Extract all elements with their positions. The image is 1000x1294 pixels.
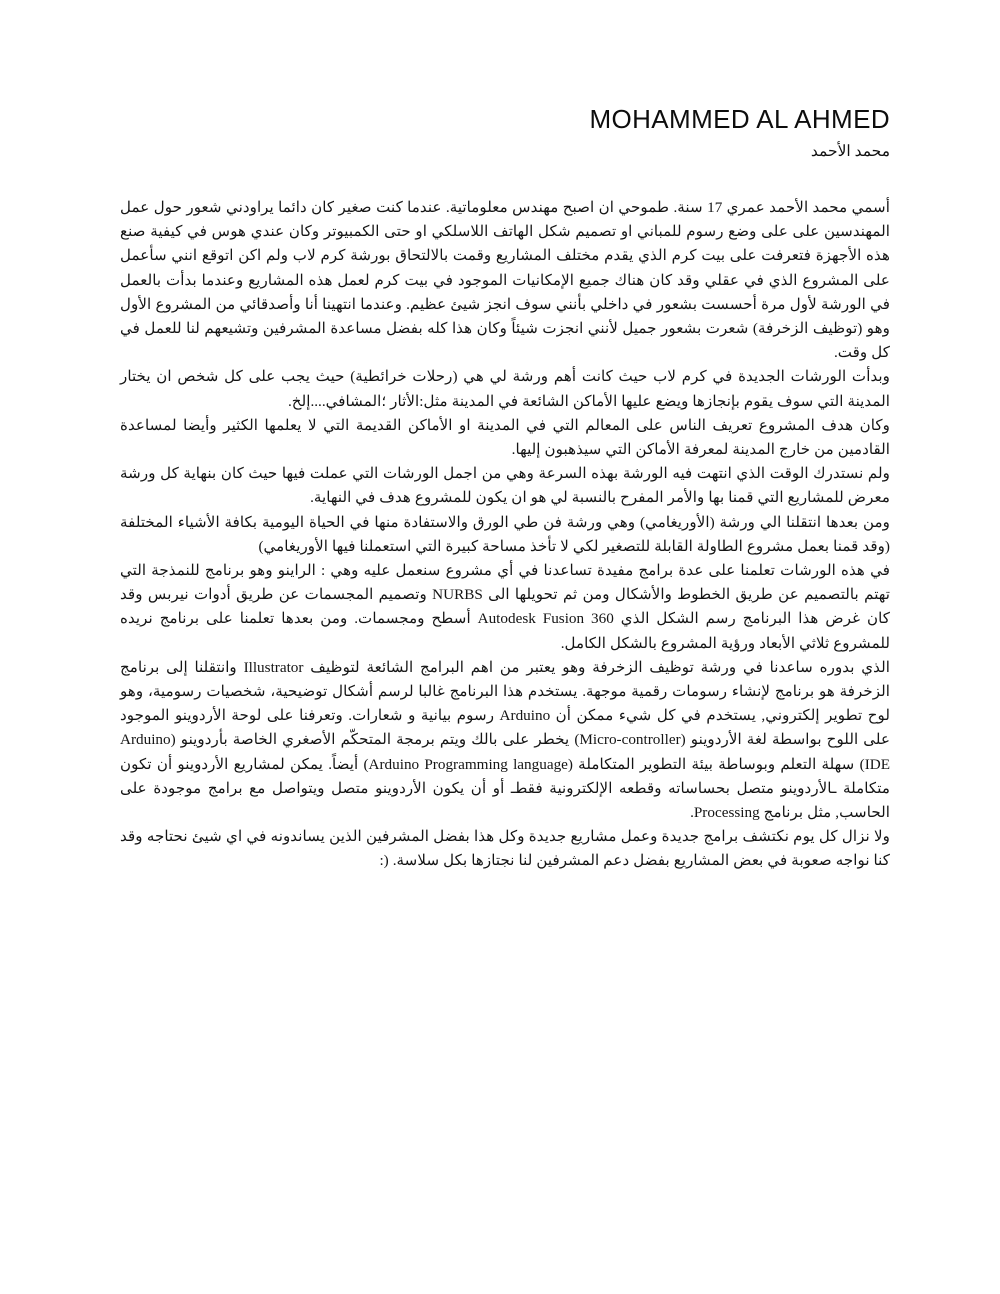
body-paragraph: في هذه الورشات تعلمنا على عدة برامج مفيدة تساعدنا في أي مشروع سنعمل عليه وهي : الراينو وهو برنامج للنمذجة التي تهتم بالتصميم عن طريق الخطوط والأشكال ومن ثم تحويلها الى NURBS وتصميم المجسمات عن طريق أدوات نيربس وقد كان غرض هذا البرنامج رسم الشكل الذي Autodesk Fusion 360 أسطح ومجسمات. ومن بعدها تعلمنا على برنامج نريده للمشروع ثلاثي الأبعاد ورؤية المشروع بالشكل الكامل. [120, 562, 891, 652]
body-paragraph: الذي بدوره ساعدنا في ورشة توظيف الزخرفة وهو يعتبر من اهم البرامج الشائعة لتوظيف Illustrator وانتقلنا إلى برنامج الزخرفة هو برنامج لإنشاء رسومات رقمية موجهة. يستخدم هذا البرنامج غالبا لرسم أشكال توضيحية، شخصيات رسومية، وهو لوح تطوير إلكتروني, يستخدم في كل شيء ممكن أن Arduino رسوم بيانية و شعارات. وتعرفنا على لوحة الأردوينو الموجود على اللوح بواسطة لغة الأردوينو (Micro-controller) يخطر على بالك ويتم برمجة المتحكّم الأصغري الخاصة بأردوينو (Arduino IDE) سهلة التعلم وبوساطة بيئة التطوير المتكاملة (Arduino Programming language) أيضاً. يمكن لمشاريع الأردوينو أن تكون متكاملة ـالأردوينو متصل بحساساته وقطعه الإلكترونية فقطـ أو أن يكون الأردوينو متصل ويتواصل مع برامج موجودة على الحاسب, مثل برنامج Processing. [120, 658, 891, 822]
document-body [120, 196, 890, 874]
body-paragraph: ولم نستدرك الوقت الذي انتهت فيه الورشة بهذه السرعة وهي من اجمل الورشات التي عملت فيها حيث كان بنهاية كل ورشة معرض للمشاريع التي قمنا بها والأمر المفرح بالنسبة لي هو ان يكون للمشروع هدف في النهاية. [120, 465, 890, 507]
page-subtitle-arabic: محمد الأحمد [810, 143, 890, 160]
body-paragraph: وبدأت الورشات الجديدة في كرم لاب حيث كانت أهم ورشة لي هي (رحلات خرائطية) حيث يجب على كل شخص ان يختار المدينة التي سوف يقوم بإنجازها ويضع عليها الأماكن الشائعة في المدينة مثل:الأثار ؛المشافي....إلخ. [120, 368, 890, 410]
page-title: MOHAMMED AL AHMED [589, 104, 890, 134]
body-paragraph: ولا نزال كل يوم نكتشف برامج جديدة وعمل مشاريع جديدة وكل هذا بفضل المشرفين الذين يساندونه في اي شيئ نحتاجه وقد كنا نواجه صعوبة في بعض المشاريع بفضل دعم المشرفين لنا نجتازها بكل سلاسة. (: [120, 828, 890, 870]
document-header [120, 104, 890, 164]
body-paragraph: ومن بعدها انتقلنا الي ورشة (الأوريغامي) وهي ورشة فن طي الورق والاستفادة منها في الحياة اليومية بكافة الأشياء المختلفة (وقد قمنا بعمل مشروع الطاولة القابلة للتصغير لكي لا تأخذ مساحة كبيرة التي استعملنا فيها الأوريغامي) [120, 513, 890, 555]
body-paragraph: أسمي محمد الأحمد عمري 17 سنة. طموحي ان اصبح مهندس معلوماتية. عندما كنت صغير كان دائما يراودني شعور حول عمل المهندسين على على وضع رسوم للمباني او تصميم شكل الهاتف اللاسلكي او حتى الكمبيوتر وكان عندي هوس في كيفية صنع هذه الأجهزة فتعرفت على بيت كرم الذي يقدم مختلف المشاريع وقمت بالالتحاق بورشة كرم لاب ولم اكن اتوقع انني سأعمل على المشروع الذي في عقلي وقد كان هناك جميع الإمكانيات الموجود في بيت كرم لعمل هذه المشاريع وعندما بدأت بالعمل في الورشة لأول مرة أحسست بشعور في داخلي بأنني سوف انجز شيئ عظيم. وعندما انتهينا أنا وأصدقائي من المشروع الأول وهو (توظيف الزخرفة) شعرت بشعور جميل لأنني انجزت شيئاً وكان هذا كله بفضل مساعدة المشرفين وتشيعهم لنا للعمل في كل وقت. [120, 199, 890, 362]
body-paragraph: وكان هدف المشروع تعريف الناس على المعالم التي في المدينة او الأماكن القديمة التي لا يعلمها الكثير وأيضا لمساعدة القادمين من خارج المدينة لمعرفة الأماكن التي سيذهبون إليها. [120, 416, 890, 459]
